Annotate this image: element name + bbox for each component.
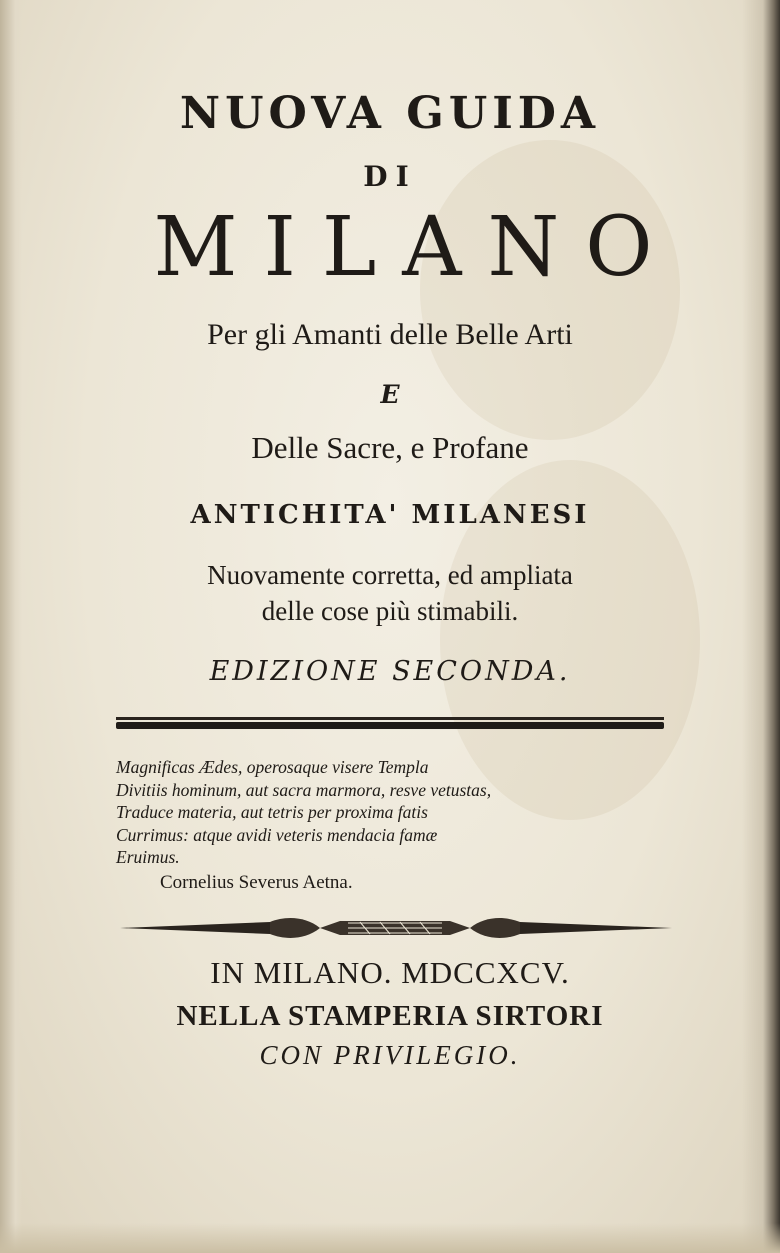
page-right-edge bbox=[742, 0, 780, 1253]
epigraph-line: Divitiis hominum, aut sacra marmora, resve vetustas, bbox=[116, 779, 492, 800]
imprint-place-date: IN MILANO. MDCCXCV. bbox=[210, 955, 570, 990]
imprint-privilege: CON PRIVILEGIO. bbox=[259, 1040, 521, 1070]
subtitle-line-3: ANTICHITA' MILANESI bbox=[190, 500, 590, 530]
edition-statement: EDIZIONE SECONDA. bbox=[209, 656, 571, 687]
epigraph-line: Magnificas Ædes, operosaque visere Templa bbox=[116, 757, 429, 777]
subtitle-line-1: Per gli Amanti delle Belle Arti bbox=[207, 318, 573, 351]
title-city: MILANO bbox=[153, 200, 679, 295]
subtitle-line-4: Nuovamente corretta, ed ampliata bbox=[207, 560, 573, 590]
page-bottom-edge bbox=[0, 1223, 780, 1253]
ornament-divider bbox=[120, 908, 672, 948]
epigraph bbox=[116, 756, 686, 869]
subtitle-line-2: Delle Sacre, e Profane bbox=[251, 430, 529, 465]
title-line-1: NUOVA GUIDA bbox=[179, 88, 601, 139]
imprint-printer: NELLA STAMPERIA SIRTORI bbox=[176, 1000, 604, 1032]
epigraph-line: Currimus: atque avidi veteris mendacia famæ bbox=[116, 824, 438, 845]
conjunction: E bbox=[380, 380, 400, 409]
subtitle-line-5: delle cose più stimabili. bbox=[261, 596, 519, 626]
title-di: DI bbox=[363, 160, 417, 193]
epigraph-line: Traduce materia, aut tetris per proxima fatis bbox=[116, 802, 428, 822]
double-rule bbox=[116, 716, 664, 730]
page-left-edge bbox=[0, 0, 22, 1253]
epigraph-line: Eruimus. bbox=[116, 847, 180, 867]
epigraph-attribution: Cornelius Severus Aetna. bbox=[160, 872, 353, 893]
